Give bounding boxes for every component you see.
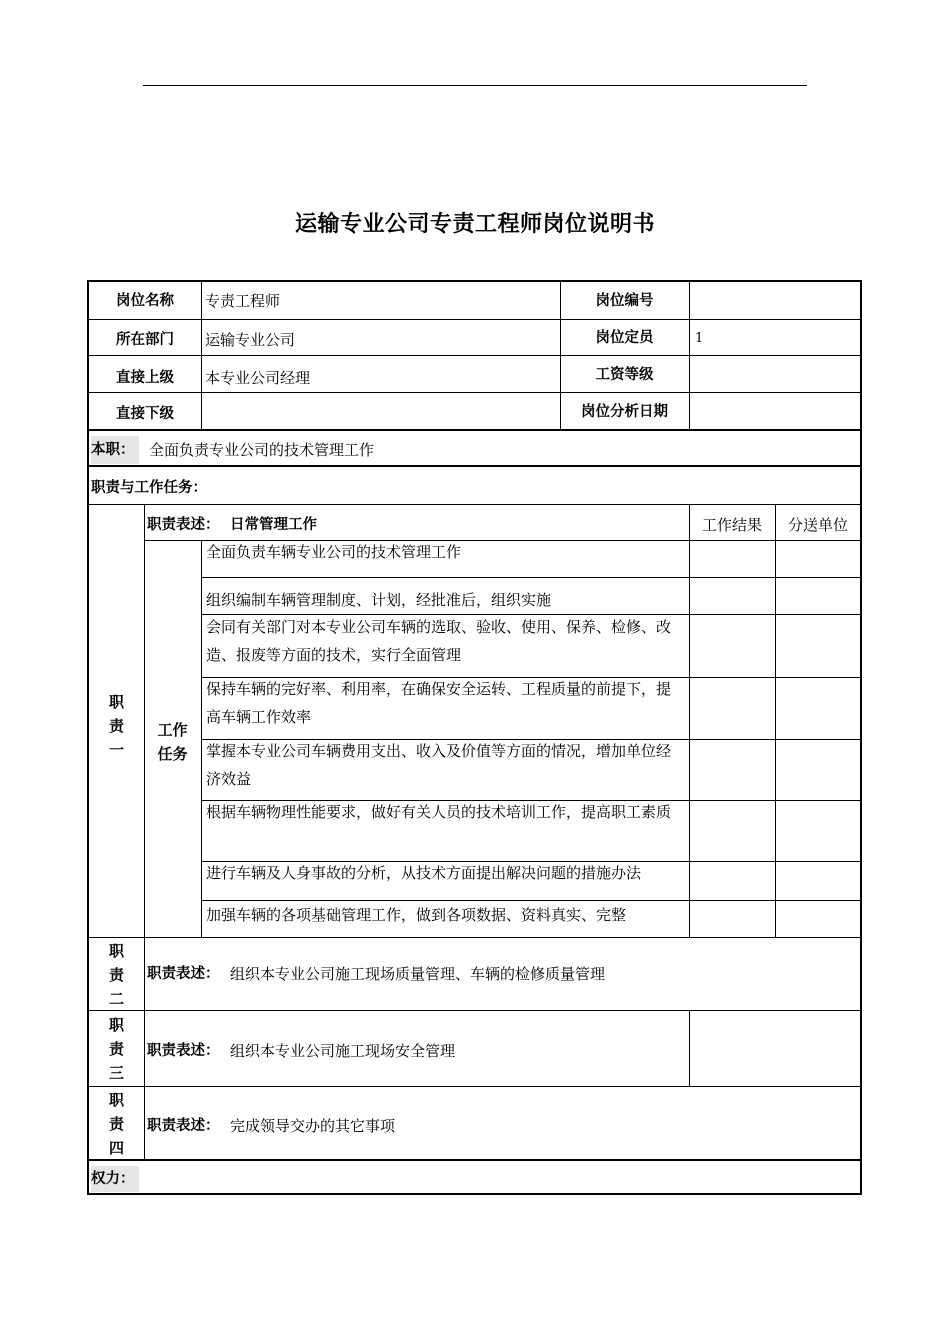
col-divider <box>689 1010 690 1086</box>
analysis-date-label: 岗位分析日期 <box>581 404 668 420</box>
header-rule <box>143 85 807 86</box>
department-label: 所在部门 <box>116 332 174 348</box>
task-item: 组织编制车辆管理制度、计划，经批准后，组织实施 <box>206 591 552 609</box>
authority-label: 权力： <box>91 1166 139 1192</box>
row-divider <box>89 504 860 505</box>
headcount-value: 1 <box>695 331 704 346</box>
task-item: 进行车辆及人身事故的分析，从技术方面提出解决问题的措施办法 <box>206 864 642 882</box>
duty-four-description-value: 完成领导交办的其它事项 <box>230 1117 396 1135</box>
row-divider <box>89 937 860 938</box>
duty-one-label: 职 责 一 <box>108 693 124 759</box>
col-divider <box>775 504 776 937</box>
core-duty-value: 全面负责专业公司的技术管理工作 <box>149 441 375 459</box>
task-item: 掌握本专业公司车辆费用支出、收入及价值等方面的情况，增加单位经济效益 <box>206 742 672 788</box>
row-divider <box>201 577 860 578</box>
row-divider <box>89 355 860 356</box>
duty-three-description-value: 组织本专业公司施工现场安全管理 <box>230 1042 456 1060</box>
col-divider <box>689 282 690 429</box>
superior-label: 直接上级 <box>116 370 174 386</box>
position-name-label: 岗位名称 <box>116 293 174 309</box>
row-divider <box>89 465 860 467</box>
duty-one-description-label: 职责表述： <box>147 517 220 533</box>
duty-two-description-label: 职责表述： <box>147 966 220 982</box>
position-code-label: 岗位编号 <box>595 293 654 309</box>
col-divider <box>144 504 145 1159</box>
salary-grade-label: 工资等级 <box>595 367 654 383</box>
row-divider <box>89 319 860 320</box>
task-item: 全面负责车辆专业公司的技术管理工作 <box>206 543 462 561</box>
duty-three-label: 职 责 三 <box>108 1016 124 1082</box>
core-duty-label: 本职： <box>91 436 139 464</box>
row-divider <box>89 1086 860 1087</box>
task-item: 加强车辆的各项基础管理工作，做到各项数据、资料真实、完整 <box>206 906 627 924</box>
task-item: 根据车辆物理性能要求，做好有关人员的技术培训工作，提高职工素质 <box>206 803 672 821</box>
duty-one-description-value: 日常管理工作 <box>230 517 317 533</box>
position-name-value: 专责工程师 <box>205 292 281 310</box>
duty-four-description-label: 职责表述： <box>147 1118 220 1134</box>
row-divider <box>89 1010 860 1011</box>
col-divider <box>201 282 202 429</box>
task-item: 会同有关部门对本专业公司车辆的选取、验收、使用、保养、检修、改造、报废等方面的技术，实行全面管理 <box>206 618 672 664</box>
col-divider <box>689 504 690 937</box>
row-divider <box>89 392 860 393</box>
col-divider <box>201 540 202 937</box>
document-title: 运输专业公司专责工程师岗位说明书 <box>294 212 655 237</box>
tasks-label: 工作 任务 <box>157 721 188 763</box>
duty-four-label: 职 责 四 <box>108 1091 124 1157</box>
duties-section-label: 职责与工作任务： <box>91 480 207 496</box>
row-divider <box>89 1159 860 1161</box>
result-header: 工作结果 <box>701 516 762 534</box>
department-value: 运输专业公司 <box>205 331 296 349</box>
task-item: 保持车辆的完好率、利用率，在确保安全运转、工程质量的前提下，提高车辆工作效率 <box>206 680 672 726</box>
job-description-form <box>87 280 862 1195</box>
duty-three-description-label: 职责表述： <box>147 1043 220 1059</box>
subordinate-label: 直接下级 <box>116 406 174 422</box>
row-divider <box>89 429 860 431</box>
superior-value: 本专业公司经理 <box>205 369 311 387</box>
recipient-header: 分送单位 <box>787 516 848 534</box>
col-divider <box>860 937 861 1010</box>
duty-two-label: 职 责 二 <box>108 942 124 1008</box>
duty-two-description-value: 组织本专业公司施工现场质量管理、车辆的检修质量管理 <box>230 965 606 983</box>
headcount-label: 岗位定员 <box>595 330 654 346</box>
